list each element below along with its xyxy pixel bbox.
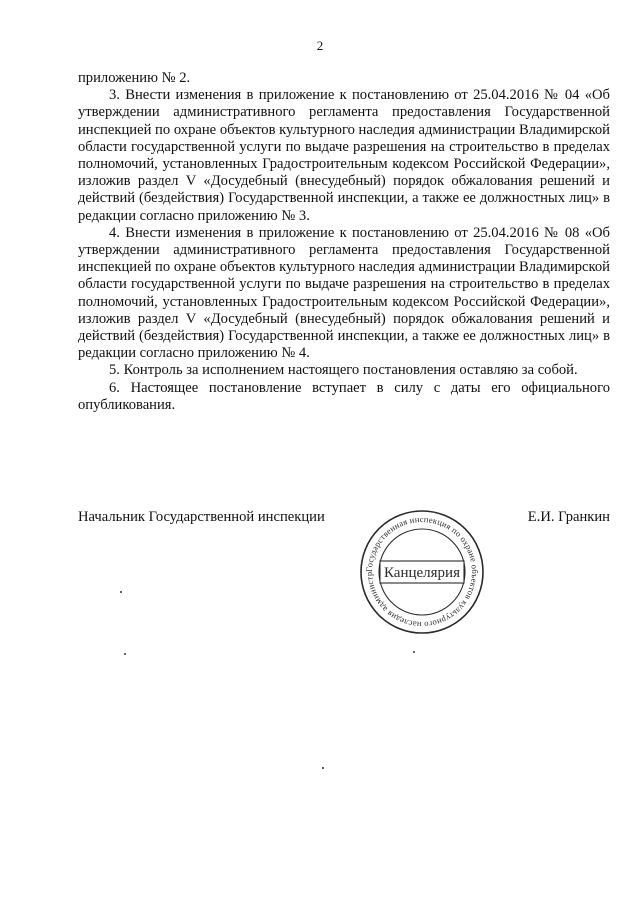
paragraph-item-3: 3. Внести изменения в приложение к постановлению от 25.04.2016 № 04 «Об утверждении административного регламента предоставления Государственной инспекцией по охране объектов культурного наследия администрации Владимирской области государственной услуги по выдаче разрешения на строительство в пределах полномочий, установленных Градостроительным кодексом Российской Федерации», изложив раздел V «Досудебный (внесудебный) порядок обжалования решений и действий (бездействия) Государственной инспекции, а также ее должностных лиц» в редакции согласно приложению № 3. [78,87,610,224]
scan-speck [120,591,122,593]
scan-speck [124,653,126,655]
stamp-seal-icon [358,508,486,636]
signatory-name: Е.И. Гранкин [527,509,610,525]
stamp-ring-text: Государственная инспекция по охране объектов культурного наследия администр [363,513,481,631]
paragraph-item-4: 4. Внести изменения в приложение к постановлению от 25.04.2016 № 08 «Об утверждении административного регламента предоставления Государственной инспекцией по охране объектов культурного наследия администрации Владимирской области государственной услуги по выдаче разрешения на строительство в пределах полномочий, установленных Градостроительным кодексом Российской Федерации», изложив раздел V «Досудебный (внесудебный) порядок обжалования решений и действий (бездействия) Государственной инспекции, а также ее должностных лиц» в редакции согласно приложению № 4. [78,224,610,362]
paragraph-continuation: приложению № 2. [78,70,191,86]
paragraph-item-5: 5. Контроль за исполнением настоящего постановления оставляю за собой. [109,362,578,379]
paragraph-item-6: 6. Настоящее постановление вступает в силу с даты его официального опубликования. [78,379,610,413]
signatory-position: Начальник Государственной инспекции [78,509,325,525]
page-number: 2 [316,38,324,53]
scan-speck [322,767,324,769]
stamp-center-text: Канцелярия [384,565,460,581]
office-stamp [358,508,486,636]
document-body [78,70,610,414]
scan-speck [413,651,415,653]
